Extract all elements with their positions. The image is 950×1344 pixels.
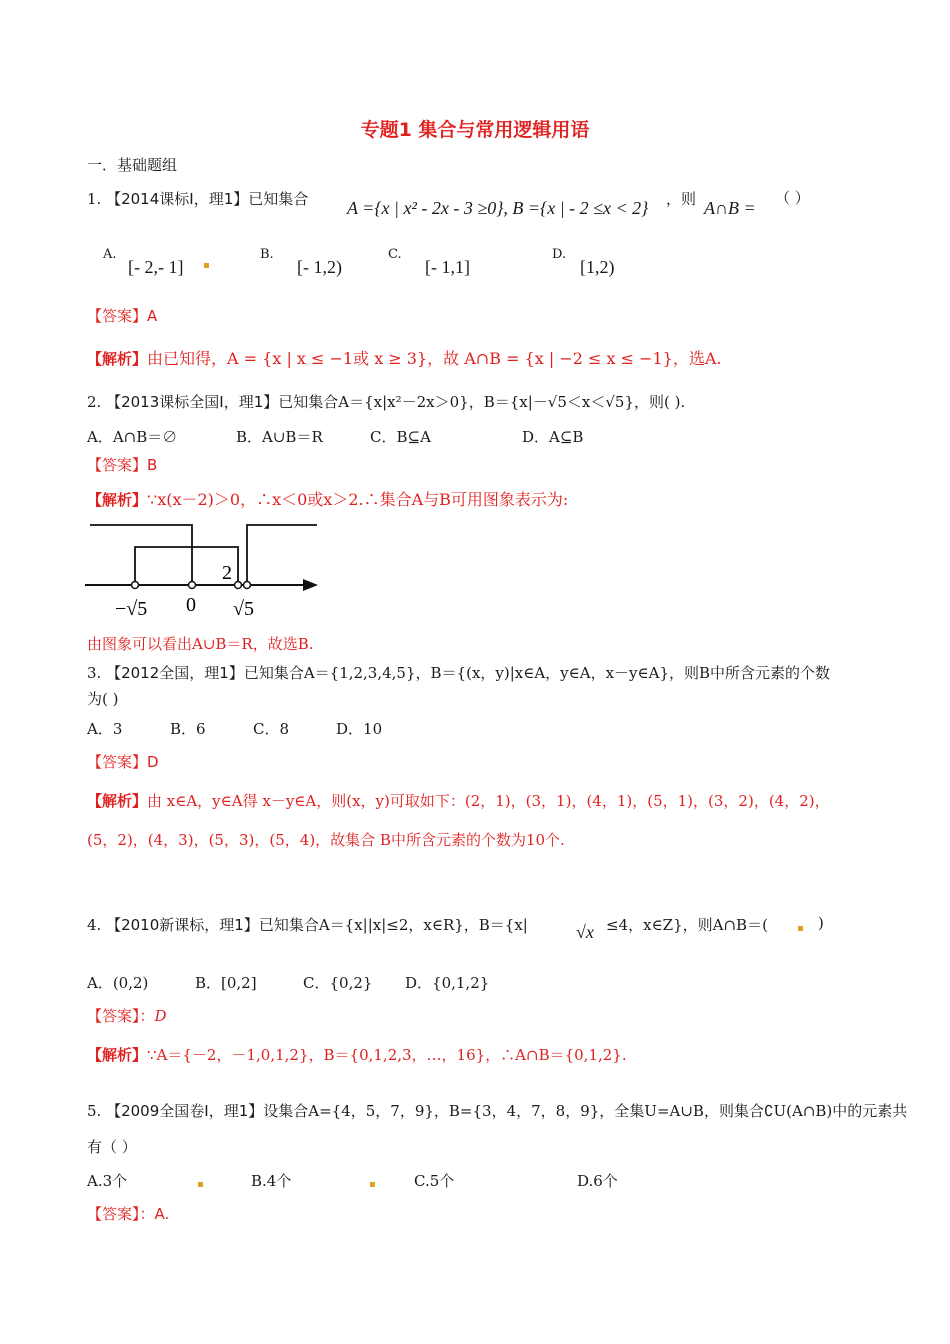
set-number-line-figure xyxy=(85,515,325,625)
q2-analysis-line xyxy=(87,487,568,510)
q1-formula: A ={x | x² - 2x - 3 ≥0}, B ={x | - 2 ≤x < 2} xyxy=(347,198,649,218)
q1-analysis-tag: 【解析】 xyxy=(87,350,148,368)
q3-source: 【2012全国，理1】 xyxy=(106,664,244,682)
label-zero: 0 xyxy=(186,594,196,616)
mark-dot xyxy=(370,1182,375,1187)
q4-sqrt-x: √x xyxy=(576,922,594,942)
q1-opt-a-label: A. xyxy=(103,247,117,262)
q2-number: 2. xyxy=(87,393,102,411)
q1-opt-b-value: [- 1,2) xyxy=(297,257,342,277)
q1-number: 1. xyxy=(87,190,102,208)
q2-stem: 已知集合A＝{x|x²－2x＞0}，B＝{x|－√5＜x＜√5}，则( ). xyxy=(278,393,686,411)
q5-opt-a: A.3个 xyxy=(87,1172,128,1190)
label-two: 2 xyxy=(222,562,232,584)
q1-answer: 【答案】A xyxy=(87,307,158,325)
q5-opt-b: B.4个 xyxy=(251,1172,292,1190)
q2-opt-c: C．B⊆A xyxy=(370,428,431,446)
q2-source: 【2013课标全国Ⅰ，理1】 xyxy=(106,393,279,411)
axis-arrow-icon xyxy=(303,579,318,591)
set-a-left-bracket xyxy=(90,525,192,585)
q1-paren: （ ） xyxy=(775,189,810,207)
q1-text: 已知集合 xyxy=(248,190,309,208)
mark-dot xyxy=(798,926,803,931)
q3-opt-d: D．10 xyxy=(336,720,383,738)
q1-opt-c-label: C. xyxy=(388,247,402,262)
q2-stem-line xyxy=(87,391,685,412)
q2-answer: 【答案】B xyxy=(87,456,158,474)
mark-dot xyxy=(198,1182,203,1187)
q3-opt-c: C．8 xyxy=(253,720,290,738)
q5-number: 5. xyxy=(87,1102,102,1120)
q3-analysis-line1 xyxy=(87,790,830,811)
q1-source: 【2014课标Ⅰ，理1】 xyxy=(106,190,249,208)
q3-stem-line xyxy=(87,662,830,683)
q5-source: 【2009全国卷Ⅰ，理1】 xyxy=(106,1102,264,1120)
point-zero xyxy=(189,582,196,589)
q5-stem-line xyxy=(87,1100,907,1121)
q4-stem-a: 已知集合A＝{x||x|≤2，x∈R}，B＝{x| xyxy=(258,916,528,934)
q4-stem-c: ) xyxy=(818,914,824,932)
mark-dot xyxy=(204,263,209,268)
q3-opt-b: B．6 xyxy=(170,720,206,738)
q4-answer-tag: 【答案】： xyxy=(87,1007,155,1025)
q1-opt-d-label: D. xyxy=(552,247,567,262)
q1-opt-c-value: [- 1,1] xyxy=(425,257,470,277)
q5-stem-cont: 有（ ） xyxy=(87,1138,137,1156)
label-sqrt5: √5 xyxy=(233,598,254,620)
page-title: 专题1 集合与常用逻辑用语 xyxy=(360,119,590,141)
q5-opt-c: C.5个 xyxy=(414,1172,455,1190)
q2-analysis: ∵x(x－2)＞0，∴x＜0或x＞2.∴集合A与B可用图象表示为: xyxy=(147,490,569,509)
q1-stem xyxy=(87,188,308,209)
q4-analysis: ∵A＝{－2，－1,0,1,2}，B＝{0,1,2,3，…，16}，∴A∩B＝{0,1,2}. xyxy=(147,1046,627,1064)
label-neg-sqrt5: −√5 xyxy=(115,598,148,620)
q3-answer: 【答案】D xyxy=(87,753,159,771)
q3-opt-a: A．3 xyxy=(87,720,123,738)
q1-analysis: 由已知得，A = {x | x ≤ −1或 x ≥ 3}，故 A∩B = {x | −2 ≤ x ≤ −1}，选A. xyxy=(147,349,722,368)
q4-source: 【2010新课标，理1】 xyxy=(106,916,259,934)
q1-then: ，则 xyxy=(666,190,697,208)
q4-analysis-tag: 【解析】 xyxy=(87,1046,148,1064)
point-sqrt5 xyxy=(235,582,242,589)
q3-stem-cont: 为( ) xyxy=(87,690,119,708)
q4-answer-line xyxy=(87,1005,167,1026)
section-heading: 一．基础题组 xyxy=(87,156,178,174)
q4-stem-line xyxy=(87,914,528,935)
q1-opt-d-value: [1,2) xyxy=(580,257,615,277)
q3-analysis-2: (5，2)，(4，3)，(5，3)，(5，4)，故集合 B中所含元素的个数为10个. xyxy=(87,831,565,849)
q1-opt-b-label: B. xyxy=(260,247,274,262)
q5-answer: 【答案】：A. xyxy=(87,1205,170,1223)
q2-opt-a: A．A∩B＝∅ xyxy=(87,428,178,446)
q4-stem-b: ≤4，x∈Z}，则A∩B＝( xyxy=(606,916,768,934)
q2-opt-d: D．A⊆B xyxy=(522,428,584,446)
q5-opt-d: D.6个 xyxy=(577,1172,618,1190)
q2-conclusion: 由图象可以看出A∪B＝R，故选B. xyxy=(87,635,314,653)
q2-analysis-tag: 【解析】 xyxy=(87,491,148,509)
point-neg-sqrt5 xyxy=(132,582,139,589)
q2-opt-b: B．A∪B＝R xyxy=(236,428,323,446)
q1-analysis-line xyxy=(87,346,721,369)
q4-opt-d: D．{0,1,2} xyxy=(405,974,490,992)
q3-analysis-tag: 【解析】 xyxy=(87,792,148,810)
q4-answer-value: D xyxy=(154,1007,167,1025)
q3-analysis-1: 由 x∈A，y∈A得 x－y∈A，则(x，y)可取如下：(2，1)，(3，1)，(4，1)，(5，1)，(3，2)，(4，2)， xyxy=(147,792,830,810)
q5-stem: 设集合A={4，5，7，9}，B={3，4，7，8，9}，全集U=A∪B，则集合∁U(A∩B)中的元素共 xyxy=(263,1102,908,1120)
q4-opt-a: A．(0,2) xyxy=(87,974,149,992)
q3-stem: 已知集合A＝{1,2,3,4,5}，B＝{(x，y)|x∈A，y∈A，x－y∈A}，则B中所含元素的个数 xyxy=(243,664,831,682)
q4-analysis-line xyxy=(87,1044,627,1065)
q3-number: 3. xyxy=(87,664,102,682)
q4-number: 4. xyxy=(87,916,102,934)
point-two xyxy=(244,582,251,589)
q4-opt-c: C．{0,2} xyxy=(303,974,373,992)
q4-opt-b: B．[0,2] xyxy=(195,974,257,992)
q1-opt-a-value: [- 2,- 1] xyxy=(128,257,184,277)
q1-ask: A∩B = xyxy=(704,198,756,218)
set-a-right-bracket xyxy=(247,525,317,585)
